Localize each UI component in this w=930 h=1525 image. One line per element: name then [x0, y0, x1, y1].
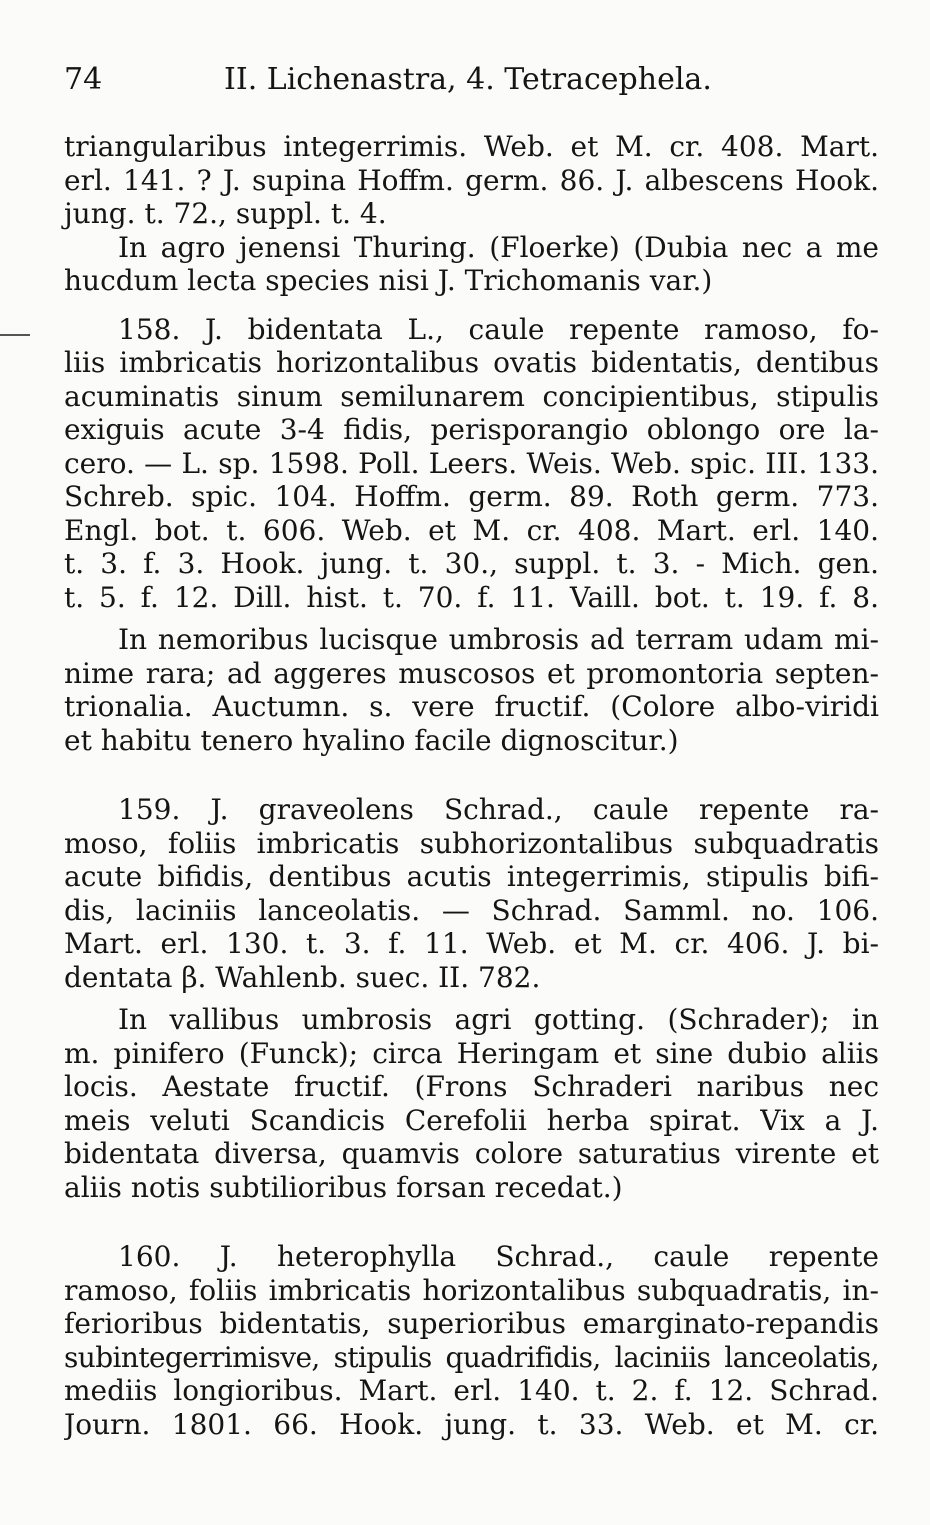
- text-line: Mart. erl. 130. t. 3. f. 11. Web. et M. cr. 406. J. bi-: [64, 927, 879, 960]
- text-line: hucdum lecta species nisi J. Trichomanis var.): [64, 264, 713, 297]
- text-line: ferioribus bidentatis, superioribus emarginato-repandis: [64, 1307, 879, 1340]
- entry-160-heading: 160. J. heterophylla Schrad., caule repente: [118, 1240, 879, 1273]
- text-line: acuminatis sinum semilunarem concipientibus, stipulis: [64, 379, 879, 413]
- text-line: In vallibus umbrosis agri gotting. (Schrader); in: [118, 1003, 879, 1036]
- text-line: In agro jenensi Thuring. (Floerke) (Dubia nec a me: [118, 230, 879, 264]
- entry-158-heading: 158. J. bidentata L., caule repente ramoso, fo-: [118, 312, 879, 346]
- text-line: ramoso, foliis imbricatis horizontalibus subquadratis, in-: [64, 1273, 879, 1307]
- entry-159-heading: 159. J. graveolens Schrad., caule repente ra-: [118, 793, 879, 826]
- margin-mark: [0, 334, 30, 336]
- text-line: exiguis acute 3-4 fidis, perisporangio oblongo ore la-: [64, 413, 879, 446]
- text-line: jung. t. 72., suppl. t. 4.: [64, 197, 387, 230]
- text-line: Schreb. spic. 104. Hoffm. germ. 89. Roth germ. 773.: [64, 480, 879, 513]
- text-line: locis. Aestate fructif. (Frons Schraderi naribus nec: [64, 1070, 879, 1103]
- text-line: erl. 141. ? J. supina Hoffm. germ. 86. J. albescens Hook.: [64, 163, 879, 197]
- text-line: liis imbricatis horizontalibus ovatis bidentatis, dentibus: [64, 346, 879, 379]
- text-line: In nemoribus lucisque umbrosis ad terram udam mi-: [118, 623, 879, 656]
- text-line: mediis longioribus. Mart. erl. 140. t. 2. f. 12. Schrad.: [64, 1374, 879, 1407]
- text-line: cero. — L. sp. 1598. Poll. Leers. Weis. Web. spic. III. 133.: [64, 446, 879, 480]
- text-line: moso, foliis imbricatis subhorizontalibus subquadratis: [64, 826, 879, 860]
- text-line: bidentata diversa, quamvis colore saturatius virente et: [64, 1137, 879, 1170]
- page-number: 74: [64, 62, 103, 97]
- text-line: et habitu tenero hyalino facile dignoscitur.): [64, 723, 679, 757]
- text-line: Journ. 1801. 66. Hook. jung. t. 33. Web. et M. cr.: [64, 1407, 879, 1441]
- text-line: Engl. bot. t. 606. Web. et M. cr. 408. Mart. erl. 140.: [64, 513, 879, 547]
- text-line: t. 5. f. 12. Dill. hist. t. 70. f. 11. Vaill. bot. t. 19. f. 8.: [64, 580, 879, 614]
- running-head: [64, 62, 764, 98]
- running-title: II. Lichenastra, 4. Tetracephela.: [224, 62, 712, 97]
- text-line: dis, laciniis lanceolatis. — Schrad. Samml. no. 106.: [64, 893, 879, 927]
- text-line: nime rara; ad aggeres muscosos et promontoria septen-: [64, 656, 879, 690]
- text-line: trionalia. Auctumn. s. vere fructif. (Colore albo-viridi: [64, 690, 879, 723]
- body-text: [64, 130, 879, 1441]
- text-line: dentata β. Wahlenb. suec. II. 782.: [64, 960, 541, 994]
- text-line: triangularibus integerrimis. Web. et M. cr. 408. Mart.: [64, 130, 879, 163]
- text-line: acute bifidis, dentibus acutis integerrimis, stipulis bifi-: [64, 860, 879, 893]
- text-line: meis veluti Scandicis Cerefolii herba spirat. Vix a J.: [64, 1103, 879, 1137]
- text-line: subintegerrimisve, stipulis quadrifidis, laciniis lanceolatis,: [64, 1340, 879, 1374]
- text-line: m. pinifero (Funck); circa Heringam et sine dubio aliis: [64, 1036, 879, 1070]
- text-line: aliis notis subtilioribus forsan recedat.): [64, 1170, 623, 1204]
- text-line: t. 3. f. 3. Hook. jung. t. 30., suppl. t. 3. - Mich. gen.: [64, 547, 879, 580]
